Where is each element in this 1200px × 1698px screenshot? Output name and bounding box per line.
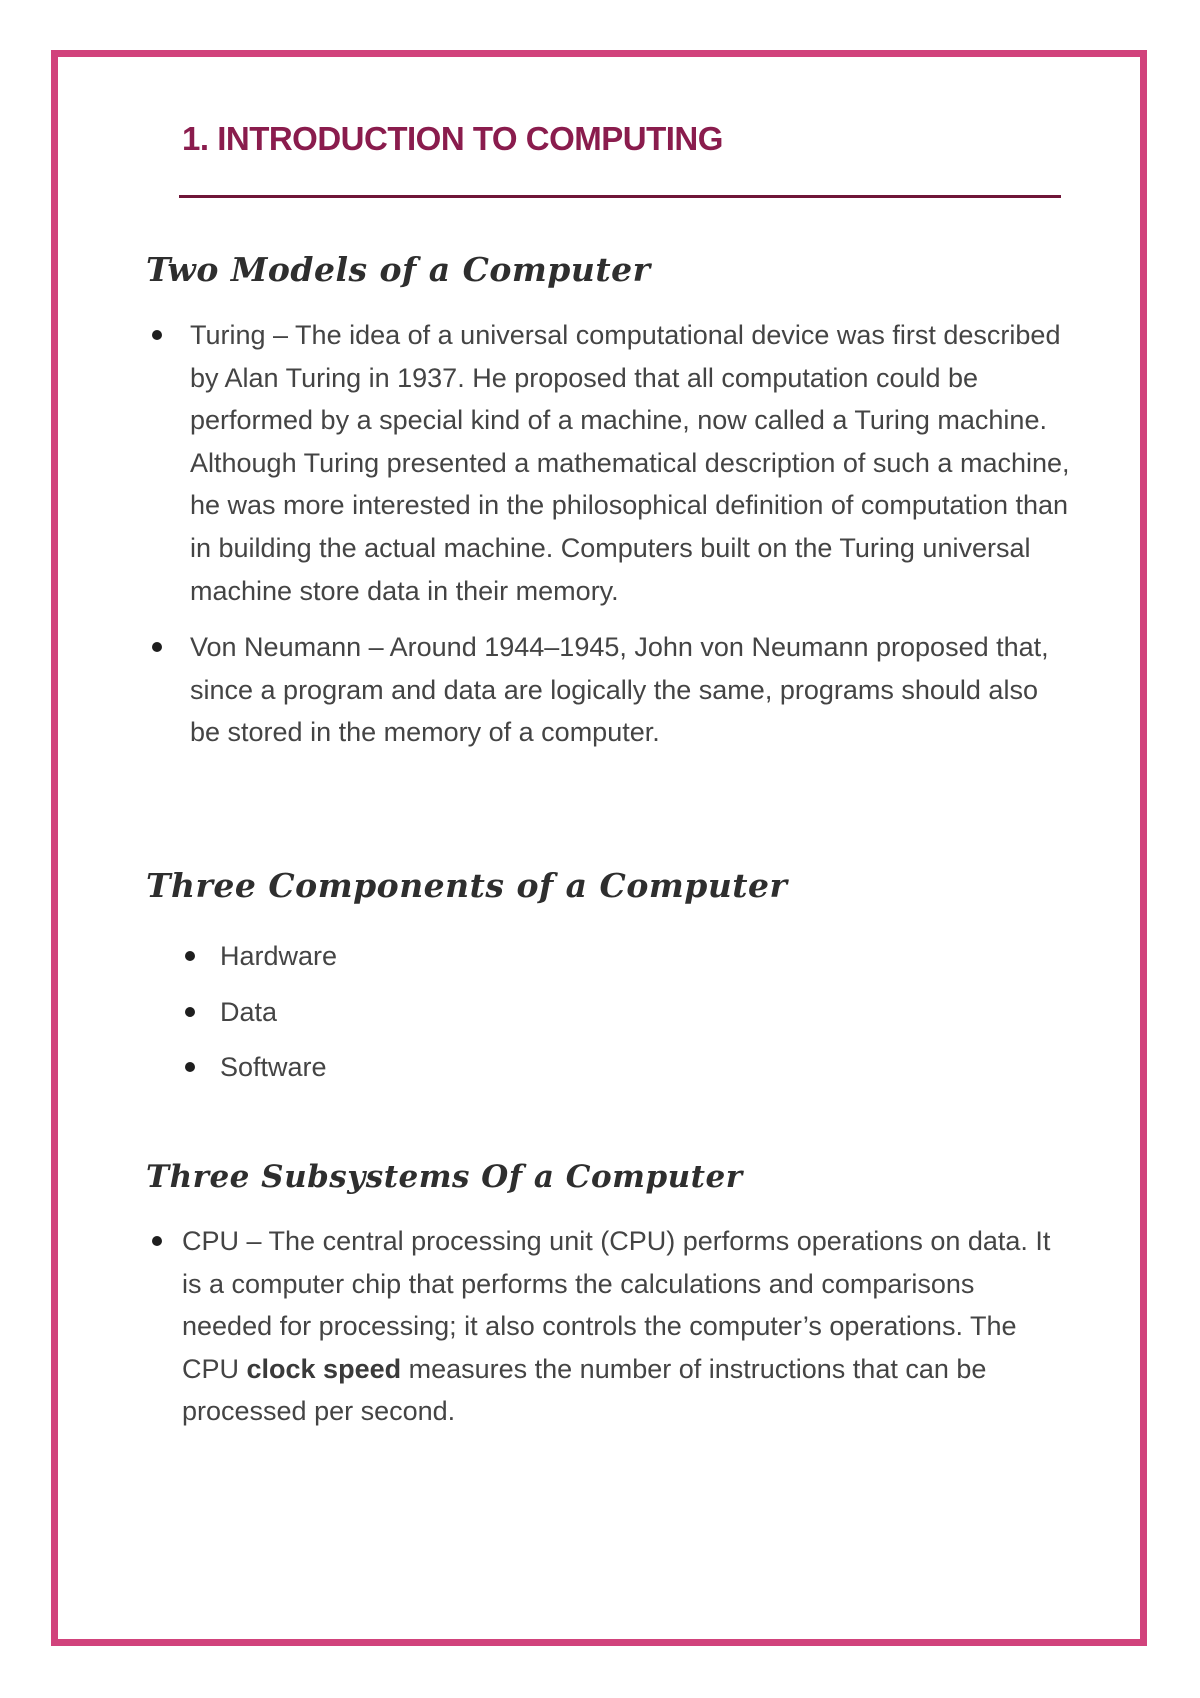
von-neumann-text: Von Neumann – Around 1944–1945, John von Neumann proposed that, since a program and data are logically the same, programs should also be stored in the memory of a computer.: [190, 632, 1049, 748]
bullet-icon: [185, 1007, 195, 1017]
subsystems-list: [182, 1220, 1062, 1433]
list-item-cpu: [182, 1220, 1062, 1433]
list-item-hardware: [220, 935, 720, 978]
list-item-software: [220, 1046, 720, 1089]
component-label: Software: [220, 1052, 327, 1083]
component-label: Data: [220, 996, 278, 1027]
bullet-icon: [152, 330, 162, 340]
heading-three-components: Three Components of a Computer: [146, 866, 788, 905]
components-list: [220, 935, 720, 1102]
turing-text: Turing – The idea of a universal computational device was first described by Alan Turing in 1937. He proposed that all computation could be performed by a special kind of a machine, now called a Turing machine. Although Turing presented a mathematical description of such a machine, he was more interested in the philosophical definition of computation than in building the actual machine. Computers built on the Turing universal machine store data in their memory.: [190, 320, 1070, 606]
page-title: 1. INTRODUCTION TO COMPUTING: [182, 120, 723, 157]
list-item-von-neumann: [190, 626, 1070, 754]
cpu-clock-speed-term: clock speed: [246, 1353, 402, 1384]
heading-three-subsystems: Three Subsystems Of a Computer: [146, 1159, 743, 1195]
list-item-turing: [190, 314, 1070, 612]
bullet-icon: [152, 1236, 162, 1246]
bullet-icon: [185, 951, 195, 961]
component-label: Hardware: [220, 941, 338, 971]
heading-two-models: Two Models of a Computer: [146, 250, 651, 289]
models-list: [190, 314, 1070, 768]
list-item-data: [220, 991, 720, 1034]
title-underline: [179, 195, 1061, 198]
cpu-text-before: CPU – The central processing unit (CPU) performs operations on data. It is a computer chip that performs the calculations and comparisons needed for processing; it also controls the computer’s operations. The CPU: [182, 1226, 1051, 1384]
cpu-text-after: measures the number of instructions that can be processed per second.: [182, 1353, 987, 1427]
